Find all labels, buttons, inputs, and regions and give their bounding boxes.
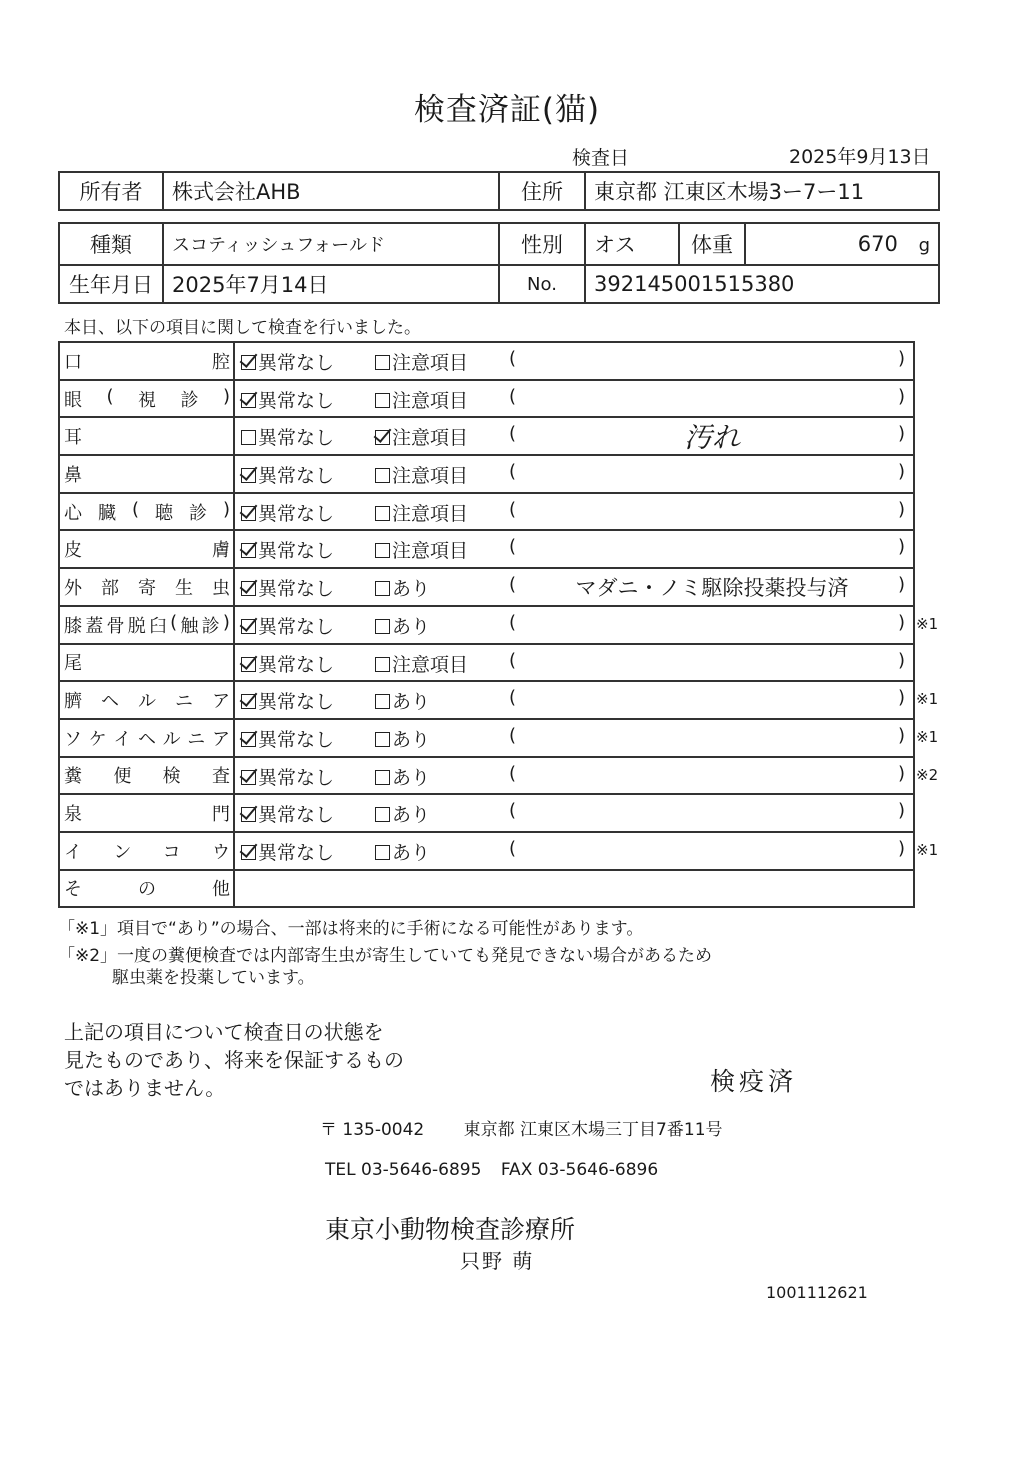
item-name-char: 臍 xyxy=(64,691,82,713)
option-attention[interactable] xyxy=(375,386,468,413)
option-label: あり xyxy=(392,804,431,827)
option-normal[interactable] xyxy=(241,574,334,601)
item-name-char: ン xyxy=(113,841,132,863)
item-name-char: ヘ xyxy=(101,691,119,713)
item-result xyxy=(234,530,914,568)
pet-info-table xyxy=(58,222,940,304)
table-row xyxy=(59,417,914,455)
item-name-char: ( xyxy=(106,385,114,407)
item-name xyxy=(59,794,234,832)
item-result xyxy=(234,493,914,531)
option-normal[interactable] xyxy=(241,687,334,714)
item-name xyxy=(59,380,234,418)
item-result xyxy=(234,455,914,493)
option-attention[interactable] xyxy=(375,612,430,639)
item-name-char: ヘ xyxy=(137,728,156,750)
clinic-address-line xyxy=(320,1115,723,1140)
note-mark: ※1 xyxy=(916,728,939,746)
option-attention[interactable] xyxy=(375,725,430,752)
checkbox-icon[interactable] xyxy=(241,468,256,483)
checkbox-icon[interactable] xyxy=(375,845,390,860)
paren-close: ) xyxy=(897,687,905,709)
checkbox-icon[interactable] xyxy=(375,581,390,596)
option-label: 異常なし xyxy=(258,653,335,676)
paren-open: ( xyxy=(509,348,517,369)
table-row xyxy=(59,493,914,531)
inspection-table xyxy=(58,341,915,908)
option-attention[interactable] xyxy=(375,574,430,601)
item-name-char: 骨 xyxy=(106,615,125,637)
item-name-char: 膚 xyxy=(212,540,230,562)
item-name-char: 寄 xyxy=(138,577,156,599)
option-attention[interactable] xyxy=(375,499,468,526)
checkbox-icon[interactable] xyxy=(241,770,256,785)
table-row xyxy=(59,681,914,719)
table-row xyxy=(59,832,914,870)
item-name-char: 触 xyxy=(180,615,199,637)
item-name-char: 心 xyxy=(64,502,82,524)
birth-label: 生年月日 xyxy=(59,265,163,303)
option-attention[interactable] xyxy=(375,423,468,450)
item-name-char: ア xyxy=(212,691,230,713)
paren-open: ( xyxy=(509,498,517,520)
item-name xyxy=(59,530,234,568)
item-name-char: 臼 xyxy=(148,615,167,637)
paren-open: ( xyxy=(509,649,517,671)
option-label: 異常なし xyxy=(258,691,335,714)
option-label: 異常なし xyxy=(258,766,335,789)
option-attention[interactable] xyxy=(375,763,430,790)
item-name-char: そ xyxy=(64,879,82,901)
checkbox-icon[interactable] xyxy=(375,506,390,521)
option-label: あり xyxy=(392,766,431,789)
option-label: 注意項目 xyxy=(392,465,469,488)
option-label: 異常なし xyxy=(258,728,335,751)
table-row xyxy=(59,530,914,568)
item-name xyxy=(59,493,234,531)
item-name-char: コ xyxy=(162,841,181,863)
table-row xyxy=(59,380,914,418)
item-name-char: ア xyxy=(211,728,230,750)
option-normal[interactable] xyxy=(241,763,334,790)
option-label: 異常なし xyxy=(258,841,335,864)
table-row xyxy=(59,719,914,757)
paren-open: ( xyxy=(509,461,517,483)
checkbox-icon[interactable] xyxy=(241,732,256,747)
option-label: 注意項目 xyxy=(392,352,469,374)
item-name xyxy=(59,606,234,644)
postal-code: 〒 135-0042 xyxy=(320,1120,425,1140)
option-normal[interactable] xyxy=(241,386,334,413)
address-label: 住所 xyxy=(499,172,585,210)
item-name xyxy=(59,644,234,682)
paren-close: ) xyxy=(897,536,905,558)
item-result xyxy=(234,606,914,644)
paren-open: ( xyxy=(509,762,517,784)
item-name xyxy=(59,342,234,380)
option-label: 異常なし xyxy=(258,389,335,412)
option-attention[interactable] xyxy=(375,838,430,865)
footnote-2: 「※2」一度の糞便検査では内部寄生虫が寄生していても発見できない場合があるため xyxy=(58,946,713,966)
option-label: 異常なし xyxy=(258,352,335,374)
paren-close: ) xyxy=(897,348,905,369)
item-name-char: 臓 xyxy=(97,502,116,524)
table-row xyxy=(59,342,914,380)
item-result xyxy=(234,681,914,719)
item-name-char: 診 xyxy=(188,502,207,524)
item-name-char: の xyxy=(138,879,156,901)
contact-line xyxy=(325,1160,658,1180)
number-value: 392145001515380 xyxy=(585,265,939,303)
intro-text: 本日、以下の項目に関して検査を行いました。 xyxy=(64,318,421,338)
item-result xyxy=(234,342,914,380)
paren-close: ) xyxy=(897,385,905,407)
item-name xyxy=(59,417,234,455)
item-name-char: 便 xyxy=(113,766,132,788)
item-name-char: 皮 xyxy=(64,540,82,562)
option-label: 注意項目 xyxy=(392,653,469,676)
item-name-char: 膝 xyxy=(64,615,82,637)
option-normal[interactable] xyxy=(241,650,334,677)
item-name xyxy=(59,568,234,606)
paren-close: ) xyxy=(897,498,905,520)
item-name-char: ) xyxy=(222,498,230,520)
item-result xyxy=(234,380,914,418)
option-normal[interactable] xyxy=(241,423,334,450)
option-label: 異常なし xyxy=(258,804,335,827)
item-name-char: 外 xyxy=(64,577,82,599)
item-name-char: ) xyxy=(222,385,230,407)
item-name-char: 脱 xyxy=(127,615,146,637)
note-mark: ※1 xyxy=(916,841,939,860)
item-name-char: 糞 xyxy=(64,766,82,788)
item-result xyxy=(234,417,914,455)
table-row xyxy=(59,606,914,644)
item-name-char: ケ xyxy=(88,728,107,750)
sex-value: オス xyxy=(585,223,679,265)
clinic-name: 東京小動物検査診療所 xyxy=(325,1215,576,1244)
option-normal[interactable] xyxy=(241,499,334,526)
option-normal[interactable] xyxy=(241,800,334,827)
option-attention[interactable] xyxy=(375,536,468,563)
option-normal[interactable] xyxy=(241,838,334,865)
item-name-char: ウ xyxy=(211,841,230,863)
checkbox-icon[interactable] xyxy=(375,619,390,634)
checkbox-icon[interactable] xyxy=(375,694,390,709)
item-name-char: 鼻 xyxy=(64,464,82,486)
birth-value: 2025年7月14日 xyxy=(163,265,499,303)
doctor-name: 只野 萌 xyxy=(460,1249,535,1273)
sex-label: 性別 xyxy=(499,223,585,265)
paren-open: ( xyxy=(509,385,517,407)
number-label: No. xyxy=(499,265,585,303)
footnote-1: 「※1」項目で“あり”の場合、一部は将来的に手術になる可能性があります。 xyxy=(58,919,644,939)
note-mark: ※1 xyxy=(916,614,939,633)
clinic-address: 東京都 江東区木場三丁目7番11号 xyxy=(463,1120,723,1140)
exam-date-label: 検査日 xyxy=(572,147,630,169)
option-attention[interactable] xyxy=(375,800,430,827)
paren-close: ) xyxy=(897,423,905,445)
item-name xyxy=(59,832,234,870)
checkbox-icon[interactable] xyxy=(241,506,256,521)
owner-value: 株式会社AHB xyxy=(163,172,499,210)
breed-value: スコティッシュフォールド xyxy=(163,223,499,265)
item-name-char: 生 xyxy=(175,577,193,599)
option-label: 注意項目 xyxy=(392,389,469,412)
item-name-char: イ xyxy=(113,728,132,750)
note-mark: ※1 xyxy=(916,690,939,709)
item-name-char: 聴 xyxy=(154,502,173,524)
option-label: あり xyxy=(392,578,431,601)
paren-close: ) xyxy=(897,611,905,633)
item-name-char: 部 xyxy=(101,577,119,599)
option-attention[interactable] xyxy=(375,687,430,714)
checkbox-icon[interactable] xyxy=(241,430,256,445)
item-name xyxy=(59,455,234,493)
footnote-2-cont: 駆虫薬を投薬しています。 xyxy=(112,968,315,988)
option-label: 異常なし xyxy=(258,615,335,638)
item-name-char: ソ xyxy=(64,728,82,750)
option-normal[interactable] xyxy=(241,725,334,752)
item-name-char: 耳 xyxy=(64,427,82,449)
item-name-char: ( xyxy=(170,611,178,633)
option-label: 異常なし xyxy=(258,502,335,525)
serial-number: 1001112621 xyxy=(766,1283,868,1302)
option-normal[interactable] xyxy=(241,612,334,639)
item-name-char: 他 xyxy=(212,879,230,901)
checkbox-icon[interactable] xyxy=(375,770,390,785)
disclaimer xyxy=(64,1018,404,1102)
checkbox-icon[interactable] xyxy=(241,393,256,408)
checkbox-icon[interactable] xyxy=(241,657,256,672)
other-field[interactable] xyxy=(234,870,914,908)
checkbox-icon[interactable] xyxy=(241,581,256,596)
item-name-char: 尾 xyxy=(64,653,82,675)
note-mark: ※2 xyxy=(916,765,939,784)
checkbox-icon[interactable] xyxy=(375,657,390,672)
option-normal[interactable] xyxy=(241,348,334,375)
weight-unit: g xyxy=(918,235,930,256)
item-name xyxy=(59,757,234,795)
item-name-char: 査 xyxy=(211,766,230,788)
table-row xyxy=(59,644,914,682)
option-attention[interactable] xyxy=(375,461,468,488)
item-result xyxy=(234,794,914,832)
item-name-char: イ xyxy=(64,841,82,863)
checkbox-icon[interactable] xyxy=(375,543,390,558)
exam-date-value: 2025年9月13日 xyxy=(789,146,931,168)
paren-open: ( xyxy=(509,724,517,746)
owner-table xyxy=(58,171,940,211)
disclaimer-line: 上記の項目について検査日の状態を xyxy=(64,1020,384,1044)
option-label: あり xyxy=(392,728,431,751)
document-title: 検査済証(猫) xyxy=(413,92,601,128)
item-name-char: 門 xyxy=(212,804,230,826)
paren-open: ( xyxy=(509,611,517,633)
item-name xyxy=(59,719,234,757)
option-label: 注意項目 xyxy=(392,540,469,563)
item-name-char: ニ xyxy=(175,691,193,713)
checkbox-icon[interactable] xyxy=(241,845,256,860)
checkbox-icon[interactable] xyxy=(375,430,390,445)
table-row-other xyxy=(59,870,914,908)
checkbox-icon[interactable] xyxy=(375,807,390,822)
item-result xyxy=(234,644,914,682)
option-normal[interactable] xyxy=(241,536,334,563)
remark: 汚れ xyxy=(683,421,740,455)
checkbox-icon[interactable] xyxy=(375,732,390,747)
paren-close: ) xyxy=(897,724,905,746)
item-name-char: 診 xyxy=(180,389,199,411)
item-result xyxy=(234,719,914,757)
item-name-char: 虫 xyxy=(212,577,230,599)
weight-value: 670 xyxy=(857,232,898,256)
paren-open: ( xyxy=(509,837,517,859)
paren-close: ) xyxy=(897,762,905,784)
tel-number: TEL 03-5646-6895 xyxy=(325,1160,482,1180)
paren-open: ( xyxy=(509,687,517,709)
paren-close: ) xyxy=(897,649,905,671)
option-label: 異常なし xyxy=(258,427,335,450)
checkbox-icon[interactable] xyxy=(241,543,256,558)
item-name-char: ニ xyxy=(187,728,206,750)
remark: マダニ・ノミ駆除投薬投与済 xyxy=(575,576,849,601)
option-normal[interactable] xyxy=(241,461,334,488)
paren-open: ( xyxy=(509,423,517,445)
paren-close: ) xyxy=(897,461,905,483)
item-result xyxy=(234,832,914,870)
option-label: あり xyxy=(392,841,431,864)
item-name-char: ) xyxy=(222,611,230,633)
paren-close: ) xyxy=(897,837,905,859)
disclaimer-line: ではありません。 xyxy=(64,1076,226,1100)
item-name-char: ル xyxy=(162,728,181,750)
item-name-char: 口 xyxy=(64,351,82,373)
item-result xyxy=(234,757,914,795)
option-label: 異常なし xyxy=(258,578,335,601)
owner-label: 所有者 xyxy=(59,172,163,210)
option-label: 注意項目 xyxy=(392,502,469,525)
item-name xyxy=(59,681,234,719)
disclaimer-line: 見たものであり、将来を保証するもの xyxy=(64,1048,404,1072)
table-row xyxy=(59,757,914,795)
paren-open: ( xyxy=(509,536,517,558)
item-name-char: 泉 xyxy=(64,804,82,826)
item-name-char: 蓋 xyxy=(85,615,104,637)
fax-number: FAX 03-5646-6896 xyxy=(500,1160,659,1180)
option-label: 注意項目 xyxy=(392,427,469,450)
checkbox-icon[interactable] xyxy=(375,393,390,408)
weight-cell xyxy=(745,223,939,265)
table-row xyxy=(59,794,914,832)
option-label: あり xyxy=(392,615,431,638)
option-attention[interactable] xyxy=(375,650,468,677)
item-name-char: 視 xyxy=(138,389,156,411)
paren-open: ( xyxy=(509,574,517,596)
checkbox-icon[interactable] xyxy=(375,355,390,370)
table-row xyxy=(59,455,914,493)
item-result xyxy=(234,568,914,606)
breed-label: 種類 xyxy=(59,223,163,265)
weight-label: 体重 xyxy=(679,223,745,265)
paren-close: ) xyxy=(897,574,905,596)
quarantine-stamp: 検疫済 xyxy=(710,1067,798,1096)
checkbox-icon[interactable] xyxy=(241,694,256,709)
checkbox-icon[interactable] xyxy=(241,619,256,634)
option-label: 異常なし xyxy=(258,465,335,488)
table-row xyxy=(59,568,914,606)
item-name-char: 眼 xyxy=(64,389,82,411)
item-name-char: 腔 xyxy=(212,351,230,373)
checkbox-icon[interactable] xyxy=(375,468,390,483)
paren-open: ( xyxy=(509,800,517,822)
item-name-char: 検 xyxy=(162,766,181,788)
item-name xyxy=(59,870,234,908)
option-label: あり xyxy=(392,691,431,714)
paren-close: ) xyxy=(897,800,905,822)
option-label: 異常なし xyxy=(258,540,335,563)
option-attention[interactable] xyxy=(375,348,468,375)
item-name-char: 診 xyxy=(201,615,220,637)
address-value: 東京都 江東区木場3ー7ー11 xyxy=(585,172,939,210)
checkbox-icon[interactable] xyxy=(241,807,256,822)
item-name-char: ( xyxy=(131,498,139,520)
checkbox-icon[interactable] xyxy=(241,355,256,370)
item-name-char: ル xyxy=(138,691,156,713)
